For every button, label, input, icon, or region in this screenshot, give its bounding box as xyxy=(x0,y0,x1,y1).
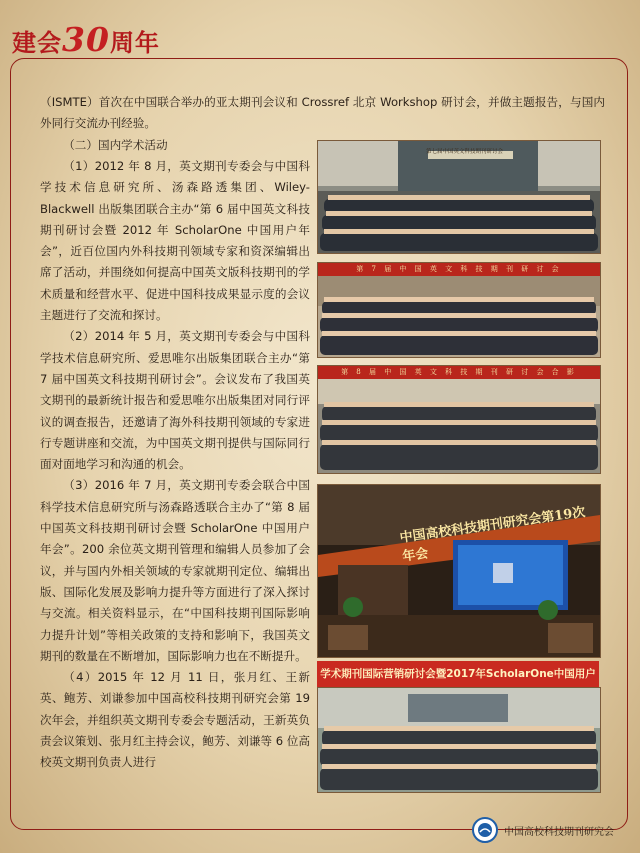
footer-org-name: 中国高校科技期刊研究会 xyxy=(504,826,614,838)
anniversary-title: 建会30周年 xyxy=(12,20,160,59)
conference-stage-photo xyxy=(317,484,601,658)
page-header xyxy=(12,20,160,59)
paragraph-3: （3）2016 年 7 月，英文期刊专委会联合中国科学技术信息研究所与汤森路透联合主办了“第 8 届中国英文科技期刊研讨会暨 ScholarOne 中国用户年会”。200 余位英文期刊管理和编辑人员参加了会议，并与国内外相关领域的专家就期刊定位、编辑出版、国际化发展及影响力提升等方面进行了深入探讨与交流。相关资料显示，在“中国科技期刊国际影响力提升计划”等相关政策的支持和影响下，我国英文期刊的数量在不断增加，国际影响力也在不断提升。 xyxy=(40,478,310,663)
stage-banner-text: 中国高校科技期刊研究会第19次年会 xyxy=(398,505,587,565)
group-photo-2016 xyxy=(317,365,601,474)
photo-2014-image xyxy=(318,263,600,357)
page-footer xyxy=(472,817,614,843)
paragraph-1: （1）2012 年 8 月，英文期刊专委会与中国科学技术信息研究所、汤森路透集团、Wiley-Blackwell 出版集团联合主办“第 6 届中国英文科技期刊研讨会暨 2012 年 ScholarOne 中国用户年会”，近百位国内外科技期刊领域专家和资深编辑出席了活动，并围绕如何提高中国英文版科技期刊的学术质量和经营水平、促进中国科技成果显示度的会议主题进行了交流和探讨。 xyxy=(40,159,310,323)
photo-2-banner: 第 7 届 中 国 英 文 科 技 期 刊 研 讨 会 xyxy=(318,263,600,276)
section-heading: （二）国内学术活动 xyxy=(63,137,168,152)
paragraph-4: （4）2015 年 12 月 11 日，张月红、王新英、鲍芳、刘谦参加中国高校科技期刊研究会第 19 次年会，并组织英文期刊专委会专题活动，王新英负责会议策划、张月红主持会议，鲍芳、刘谦等 6 位高校英文期刊负责人进行 xyxy=(40,670,310,770)
group-photo-2012 xyxy=(317,140,601,254)
photo-2016-image xyxy=(318,366,600,473)
paragraph-0: （ISMTE）首次在中国联合举办的亚太期刊会议和 Crossref 北京 Workshop 研讨会，并做主题报告，与国内外同行交流办刊经验。 xyxy=(40,95,605,131)
body-column xyxy=(40,156,310,774)
group-photo-2014 xyxy=(317,262,601,358)
group-photo-2017 xyxy=(317,687,601,793)
photo-2017-image xyxy=(318,688,600,792)
association-logo-icon xyxy=(472,817,498,843)
photo-3-banner: 第 8 届 中 国 英 文 科 技 期 刊 研 讨 会 合 影 xyxy=(318,366,600,379)
paragraph-2: （2）2014 年 5 月，英文期刊专委会与中国科学技术信息研究所、爱思唯尔出版集团联合主办“第 7 届中国英文科技期刊研讨会”。会议发布了我国英文期刊的最新统计报告和爱思唯尔出版集团对同行评议的调查报告，还邀请了海外科技期刊领域的专家进行专题讲座和交流，为中国英文期刊提供与国际同行面对面地学习和沟通的机会。 xyxy=(40,329,310,472)
photo-5-caption: 学术期刊国际营销研讨会暨2017年ScholarOne中国用户 xyxy=(317,661,599,687)
photo-2012-image xyxy=(318,141,600,253)
photo-1-banner-text: 第七届中国英文科技期刊研讨会 xyxy=(426,149,504,155)
